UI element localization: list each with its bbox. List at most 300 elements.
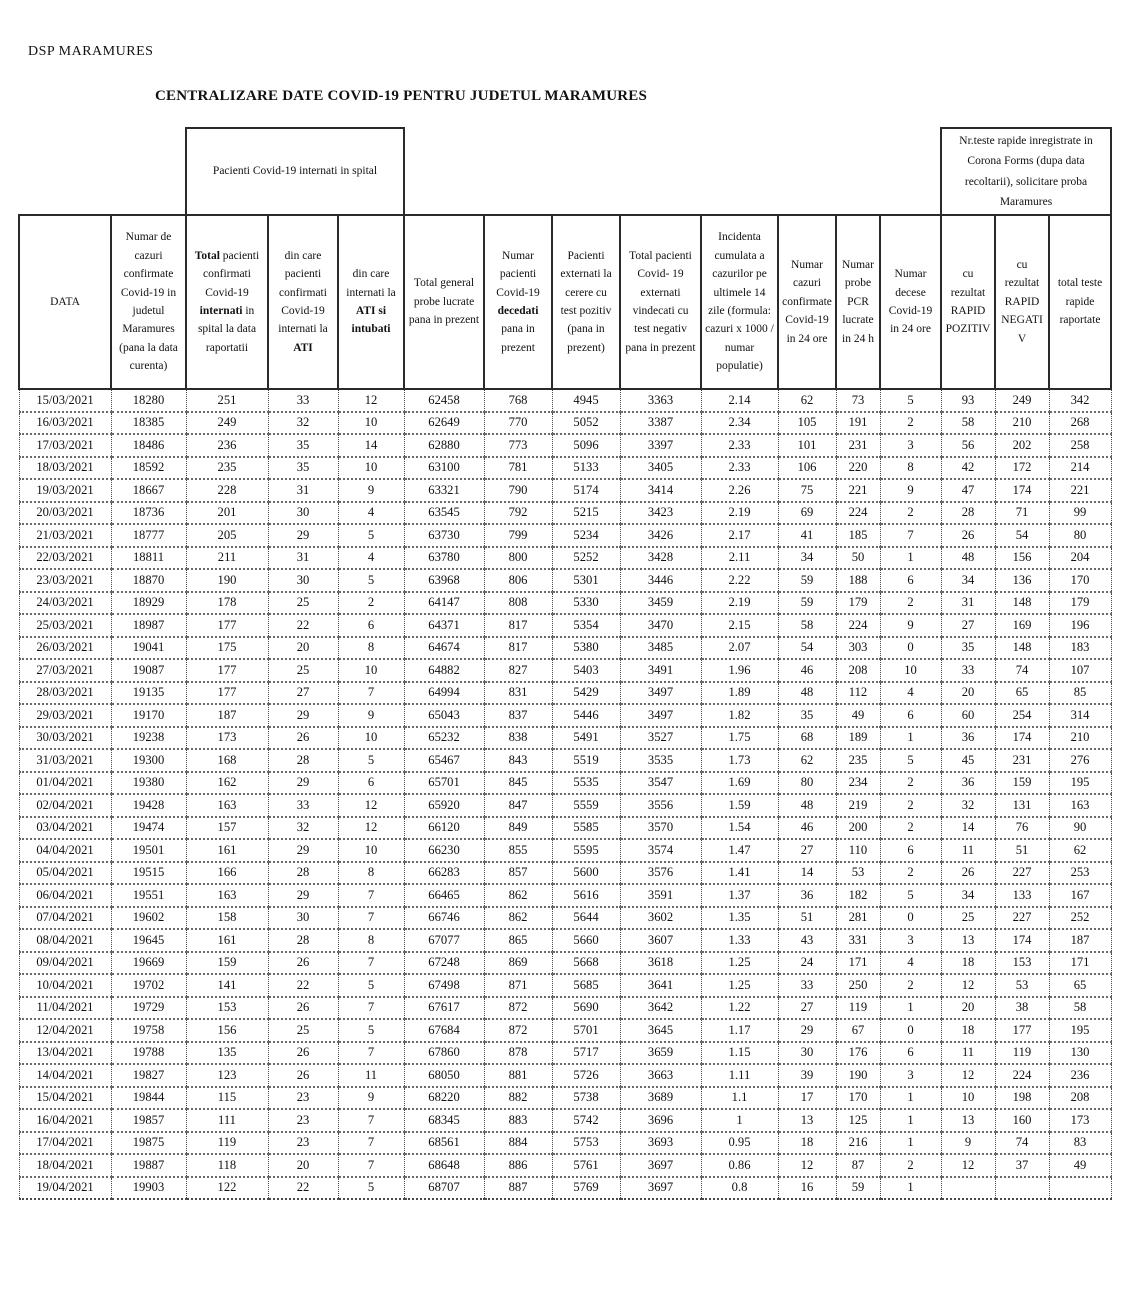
cell: 18 — [778, 1132, 836, 1155]
cell: 62 — [778, 389, 836, 412]
cell: 3696 — [620, 1109, 701, 1132]
cell: 7 — [338, 1132, 404, 1155]
table-row — [19, 1019, 1111, 1042]
cell: 5491 — [552, 727, 620, 750]
cell: 67498 — [404, 974, 484, 997]
cell: 855 — [484, 839, 552, 862]
cell: 3426 — [620, 524, 701, 547]
cell: 800 — [484, 547, 552, 570]
cell: 18592 — [111, 457, 186, 480]
cell: 19515 — [111, 862, 186, 885]
cell: 20/03/2021 — [19, 502, 111, 525]
cell: 5 — [338, 569, 404, 592]
cell: 5 — [880, 389, 941, 412]
cell: 1.22 — [701, 997, 778, 1020]
cell: 845 — [484, 772, 552, 795]
cell: 3459 — [620, 592, 701, 615]
table-row — [19, 704, 1111, 727]
cell: 49 — [836, 704, 880, 727]
cell: 799 — [484, 524, 552, 547]
cell: 19669 — [111, 952, 186, 975]
cell: 48 — [941, 547, 995, 570]
cell: 54 — [995, 524, 1049, 547]
cell: 9 — [880, 614, 941, 637]
cell: 66746 — [404, 907, 484, 930]
cell: 5660 — [552, 929, 620, 952]
cell: 74 — [995, 1132, 1049, 1155]
table-row — [19, 682, 1111, 705]
table-row — [19, 614, 1111, 637]
cell: 3 — [880, 1064, 941, 1087]
cell: 174 — [995, 929, 1049, 952]
cell: 1.15 — [701, 1042, 778, 1065]
cell: 5761 — [552, 1154, 620, 1177]
cell: 28 — [268, 929, 338, 952]
cell: 14 — [338, 434, 404, 457]
cell: 75 — [778, 479, 836, 502]
cell: 19788 — [111, 1042, 186, 1065]
cell: 3618 — [620, 952, 701, 975]
cell: 130 — [1049, 1042, 1111, 1065]
cell: 21/03/2021 — [19, 524, 111, 547]
cell: 18777 — [111, 524, 186, 547]
cell: 30 — [268, 907, 338, 930]
cell: 10 — [338, 457, 404, 480]
cell: 5559 — [552, 794, 620, 817]
cell: 48 — [778, 794, 836, 817]
cell: 5585 — [552, 817, 620, 840]
cell: 3397 — [620, 434, 701, 457]
cell: 19844 — [111, 1087, 186, 1110]
cell: 1.25 — [701, 952, 778, 975]
cell: 47 — [941, 479, 995, 502]
cell: 39 — [778, 1064, 836, 1087]
cell: 73 — [836, 389, 880, 412]
cell: 2.14 — [701, 389, 778, 412]
table-row — [19, 839, 1111, 862]
cell: 1.59 — [701, 794, 778, 817]
cell: 862 — [484, 907, 552, 930]
cell: 189 — [836, 727, 880, 750]
cell: 6 — [880, 569, 941, 592]
cell: 03/04/2021 — [19, 817, 111, 840]
cell: 19041 — [111, 637, 186, 660]
cell: 20 — [941, 997, 995, 1020]
cell: 05/04/2021 — [19, 862, 111, 885]
covid-data-table — [18, 127, 1112, 1200]
cell: 5330 — [552, 592, 620, 615]
cell: 5 — [880, 884, 941, 907]
cell: 01/04/2021 — [19, 772, 111, 795]
cell: 5 — [338, 749, 404, 772]
cell: 235 — [186, 457, 268, 480]
cell: 227 — [995, 862, 1049, 885]
cell: 2 — [880, 1154, 941, 1177]
cell: 13 — [941, 929, 995, 952]
cell: 13 — [941, 1109, 995, 1132]
column-header-incidenta: Incidenta cumulata a cazurilor pe ultimele 14 zile (formula: cazuri x 1000 / numar populatie) — [701, 215, 778, 389]
cell: 175 — [186, 637, 268, 660]
cell: 220 — [836, 457, 880, 480]
cell: 19501 — [111, 839, 186, 862]
cell: 314 — [1049, 704, 1111, 727]
cell: 857 — [484, 862, 552, 885]
cell: 28 — [268, 749, 338, 772]
cell: 3535 — [620, 749, 701, 772]
cell: 221 — [1049, 479, 1111, 502]
cell: 29 — [268, 704, 338, 727]
cell: 16 — [778, 1177, 836, 1200]
cell: 3446 — [620, 569, 701, 592]
cell — [1049, 1177, 1111, 1200]
cell: 162 — [186, 772, 268, 795]
cell: 156 — [995, 547, 1049, 570]
cell: 5215 — [552, 502, 620, 525]
cell: 878 — [484, 1042, 552, 1065]
cell: 10 — [338, 839, 404, 862]
cell: 3470 — [620, 614, 701, 637]
cell: 1.17 — [701, 1019, 778, 1042]
cell: 1 — [880, 547, 941, 570]
table-row — [19, 997, 1111, 1020]
cell: 768 — [484, 389, 552, 412]
cell: 133 — [995, 884, 1049, 907]
cell: 46 — [778, 659, 836, 682]
cell: 125 — [836, 1109, 880, 1132]
cell: 32 — [268, 817, 338, 840]
cell: 18/04/2021 — [19, 1154, 111, 1177]
cell: 10 — [338, 412, 404, 435]
cell: 211 — [186, 547, 268, 570]
cell: 26 — [268, 727, 338, 750]
cell: 63968 — [404, 569, 484, 592]
cell: 5535 — [552, 772, 620, 795]
column-header-internati-ati: din care pacienti confirmati Covid-19 internati la ATI — [268, 215, 338, 389]
cell: 250 — [836, 974, 880, 997]
cell: 66465 — [404, 884, 484, 907]
cell: 19645 — [111, 929, 186, 952]
cell: 847 — [484, 794, 552, 817]
cell: 249 — [995, 389, 1049, 412]
cell: 106 — [778, 457, 836, 480]
cell: 13 — [778, 1109, 836, 1132]
cell: 111 — [186, 1109, 268, 1132]
cell — [995, 1177, 1049, 1200]
cell: 3497 — [620, 704, 701, 727]
cell: 5174 — [552, 479, 620, 502]
cell: 112 — [836, 682, 880, 705]
cell: 33 — [268, 389, 338, 412]
cell: 5685 — [552, 974, 620, 997]
cell: 5301 — [552, 569, 620, 592]
table-row — [19, 974, 1111, 997]
cell: 2 — [880, 794, 941, 817]
cell: 882 — [484, 1087, 552, 1110]
cell: 3641 — [620, 974, 701, 997]
cell: 1.35 — [701, 907, 778, 930]
cell: 119 — [836, 997, 880, 1020]
table-row — [19, 659, 1111, 682]
cell: 831 — [484, 682, 552, 705]
column-header-rapid-negativ: cu rezultat RAPID NEGATIV — [995, 215, 1049, 389]
cell: 27 — [778, 839, 836, 862]
cell: 2 — [880, 592, 941, 615]
cell: 22/03/2021 — [19, 547, 111, 570]
cell: 46 — [778, 817, 836, 840]
cell: 7 — [338, 1154, 404, 1177]
cell: 1.33 — [701, 929, 778, 952]
cell: 214 — [1049, 457, 1111, 480]
cell: 1 — [880, 997, 941, 1020]
cell: 87 — [836, 1154, 880, 1177]
cell: 18929 — [111, 592, 186, 615]
cell: 1.54 — [701, 817, 778, 840]
cell: 23 — [268, 1109, 338, 1132]
cell: 869 — [484, 952, 552, 975]
cell: 3697 — [620, 1154, 701, 1177]
cell: 12 — [941, 1064, 995, 1087]
table-row — [19, 569, 1111, 592]
cell: 837 — [484, 704, 552, 727]
cell: 15/03/2021 — [19, 389, 111, 412]
cell: 65467 — [404, 749, 484, 772]
cell: 871 — [484, 974, 552, 997]
cell: 64674 — [404, 637, 484, 660]
cell: 253 — [1049, 862, 1111, 885]
cell: 9 — [941, 1132, 995, 1155]
cell: 19135 — [111, 682, 186, 705]
cell: 792 — [484, 502, 552, 525]
cell: 02/04/2021 — [19, 794, 111, 817]
cell: 14 — [778, 862, 836, 885]
cell: 210 — [1049, 727, 1111, 750]
cell: 19702 — [111, 974, 186, 997]
cell: 221 — [836, 479, 880, 502]
cell: 26 — [941, 524, 995, 547]
cell: 268 — [1049, 412, 1111, 435]
cell: 2.15 — [701, 614, 778, 637]
cell: 1.47 — [701, 839, 778, 862]
cell: 68648 — [404, 1154, 484, 1177]
column-header-teste-rapide-total: total teste rapide raportate — [1049, 215, 1111, 389]
cell: 6 — [880, 1042, 941, 1065]
cell: 190 — [186, 569, 268, 592]
cell: 5096 — [552, 434, 620, 457]
cell: 1.41 — [701, 862, 778, 885]
cell: 177 — [186, 614, 268, 637]
cell: 2 — [880, 817, 941, 840]
cell: 99 — [1049, 502, 1111, 525]
cell: 2.19 — [701, 502, 778, 525]
cell: 38 — [995, 997, 1049, 1020]
cell: 188 — [836, 569, 880, 592]
cell: 5701 — [552, 1019, 620, 1042]
cell: 3693 — [620, 1132, 701, 1155]
cell: 30/03/2021 — [19, 727, 111, 750]
cell: 17 — [778, 1087, 836, 1110]
cell: 5753 — [552, 1132, 620, 1155]
cell: 808 — [484, 592, 552, 615]
cell: 176 — [836, 1042, 880, 1065]
cell: 68 — [778, 727, 836, 750]
cell: 0 — [880, 1019, 941, 1042]
cell: 19827 — [111, 1064, 186, 1087]
cell: 29 — [268, 772, 338, 795]
cell: 16/03/2021 — [19, 412, 111, 435]
column-header-data: DATA — [19, 215, 111, 389]
table-row — [19, 434, 1111, 457]
table-row — [19, 389, 1111, 412]
cell: 9 — [880, 479, 941, 502]
column-header-decedati-total: Numar pacienti Covid-19 decedati pana in prezent — [484, 215, 552, 389]
cell: 65 — [995, 682, 1049, 705]
cell: 2.07 — [701, 637, 778, 660]
cell: 56 — [941, 434, 995, 457]
cell: 163 — [1049, 794, 1111, 817]
cell: 1 — [880, 1109, 941, 1132]
cell: 5769 — [552, 1177, 620, 1200]
cell: 71 — [995, 502, 1049, 525]
cell: 28/03/2021 — [19, 682, 111, 705]
cell: 10 — [941, 1087, 995, 1110]
cell: 2 — [880, 412, 941, 435]
cell: 258 — [1049, 434, 1111, 457]
cell: 22 — [268, 1177, 338, 1200]
cell: 12 — [338, 817, 404, 840]
cell: 838 — [484, 727, 552, 750]
cell: 153 — [995, 952, 1049, 975]
cell: 58 — [1049, 997, 1111, 1020]
cell: 5 — [338, 1177, 404, 1200]
cell: 174 — [995, 479, 1049, 502]
cell: 18385 — [111, 412, 186, 435]
cell: 48 — [778, 682, 836, 705]
cell: 65 — [1049, 974, 1111, 997]
cell: 849 — [484, 817, 552, 840]
cell: 18667 — [111, 479, 186, 502]
table-row — [19, 1042, 1111, 1065]
cell: 12/04/2021 — [19, 1019, 111, 1042]
group-header-row — [19, 128, 1111, 215]
cell: 23 — [268, 1087, 338, 1110]
cell: 5717 — [552, 1042, 620, 1065]
cell: 1 — [880, 1177, 941, 1200]
cell: 67617 — [404, 997, 484, 1020]
cell: 26 — [268, 952, 338, 975]
cell: 59 — [836, 1177, 880, 1200]
cell: 18736 — [111, 502, 186, 525]
cell: 43 — [778, 929, 836, 952]
cell: 119 — [995, 1042, 1049, 1065]
cell: 74 — [995, 659, 1049, 682]
cell: 231 — [836, 434, 880, 457]
cell: 843 — [484, 749, 552, 772]
cell: 36 — [941, 727, 995, 750]
cell: 2 — [880, 772, 941, 795]
cell: 3659 — [620, 1042, 701, 1065]
cell: 53 — [995, 974, 1049, 997]
cell: 169 — [995, 614, 1049, 637]
cell: 27 — [268, 682, 338, 705]
cell: 219 — [836, 794, 880, 817]
cell: 3497 — [620, 682, 701, 705]
cell: 8 — [338, 862, 404, 885]
cell: 2.33 — [701, 434, 778, 457]
cell: 2.26 — [701, 479, 778, 502]
cell: 101 — [778, 434, 836, 457]
cell: 872 — [484, 997, 552, 1020]
cell: 93 — [941, 389, 995, 412]
cell: 5252 — [552, 547, 620, 570]
cell: 5742 — [552, 1109, 620, 1132]
cell: 183 — [1049, 637, 1111, 660]
cell: 67684 — [404, 1019, 484, 1042]
cell: 6 — [338, 772, 404, 795]
cell: 80 — [778, 772, 836, 795]
cell: 5 — [338, 524, 404, 547]
cell: 202 — [995, 434, 1049, 457]
cell: 159 — [186, 952, 268, 975]
cell: 1 — [880, 1087, 941, 1110]
cell: 20 — [941, 682, 995, 705]
cell: 228 — [186, 479, 268, 502]
cell: 31 — [941, 592, 995, 615]
cell: 59 — [778, 592, 836, 615]
cell: 5429 — [552, 682, 620, 705]
cell: 19/03/2021 — [19, 479, 111, 502]
cell: 1.1 — [701, 1087, 778, 1110]
cell: 23 — [268, 1132, 338, 1155]
cell: 5600 — [552, 862, 620, 885]
cell: 18987 — [111, 614, 186, 637]
cell: 865 — [484, 929, 552, 952]
cell: 5595 — [552, 839, 620, 862]
column-header-row — [19, 215, 1111, 389]
cell: 167 — [1049, 884, 1111, 907]
cell: 5354 — [552, 614, 620, 637]
cell: 115 — [186, 1087, 268, 1110]
cell: 10/04/2021 — [19, 974, 111, 997]
cell: 66230 — [404, 839, 484, 862]
cell: 251 — [186, 389, 268, 412]
cell: 06/04/2021 — [19, 884, 111, 907]
table-row — [19, 749, 1111, 772]
cell: 3527 — [620, 727, 701, 750]
cell: 2.22 — [701, 569, 778, 592]
cell: 9 — [338, 704, 404, 727]
cell: 64994 — [404, 682, 484, 705]
table-row — [19, 952, 1111, 975]
cell: 8 — [338, 929, 404, 952]
cell: 7 — [338, 907, 404, 930]
cell: 3570 — [620, 817, 701, 840]
cell: 153 — [186, 997, 268, 1020]
cell: 29 — [268, 839, 338, 862]
cell: 64882 — [404, 659, 484, 682]
cell: 62 — [778, 749, 836, 772]
cell: 14/04/2021 — [19, 1064, 111, 1087]
cell: 886 — [484, 1154, 552, 1177]
cell: 67077 — [404, 929, 484, 952]
cell: 161 — [186, 839, 268, 862]
cell: 8 — [338, 637, 404, 660]
cell: 19380 — [111, 772, 186, 795]
cell: 64147 — [404, 592, 484, 615]
cell: 5519 — [552, 749, 620, 772]
cell: 19170 — [111, 704, 186, 727]
cell: 34 — [941, 884, 995, 907]
cell: 11 — [941, 1042, 995, 1065]
